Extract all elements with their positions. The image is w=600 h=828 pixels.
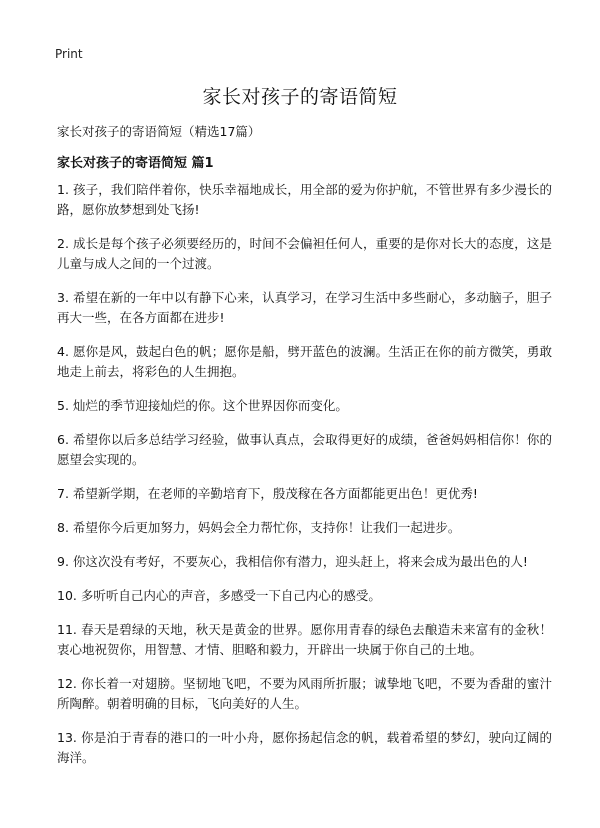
list-item: 4. 愿你是风，鼓起白色的帆；愿你是船，劈开蓝色的波澜。生活正在你的前方微笑，勇敢地走上前去，将彩色的人生拥抱。 xyxy=(57,344,552,379)
list-item: 12. 你长着一对翅膀。坚韧地飞吧，不要为风雨所折服；诚挚地飞吧，不要为香甜的蜜汁所陶醉。朝着明确的目标，飞向美好的人生。 xyxy=(57,676,552,711)
list-item: 5. 灿烂的季节迎接灿烂的你。这个世界因你而变化。 xyxy=(57,398,348,413)
list-item: 6. 希望你以后多总结学习经验，做事认真点，会取得更好的成绩，爸爸妈妈相信你！你的愿望会实现的。 xyxy=(57,432,552,467)
list-item: 13. 你是泊于青春的港口的一叶小舟，愿你扬起信念的帆，载着希望的梦幻，驶向辽阔的海洋。 xyxy=(57,730,552,765)
list-item: 9. 你这次没有考好，不要灰心，我相信你有潜力，迎头赶上，将来会成为最出色的人! xyxy=(57,554,528,569)
list-item: 10. 多听听自己内心的声音，多感受一下自己内心的感受。 xyxy=(57,588,381,603)
list-item: 7. 希望新学期，在老师的辛勤培育下，殷茂稼在各方面都能更出色！更优秀! xyxy=(57,486,478,501)
list-item: 3. 希望在新的一年中以有静下心来，认真学习，在学习生活中多些耐心，多动脑子，胆子再大一些，在各方面都在进步! xyxy=(57,290,552,325)
list-item: 11. 春天是碧绿的天地，秋天是黄金的世界。愿你用青春的绿色去酿造未来富有的金秋！衷心地祝贺你，用智慧、才情、胆略和毅力，开辟出一块属于你自己的土地。 xyxy=(57,622,552,657)
document-subtitle: 家长对孩子的寄语简短（精选17篇） xyxy=(57,124,261,139)
message-list xyxy=(57,180,552,782)
page-title: 家长对孩子的寄语简短 xyxy=(202,86,398,108)
print-link[interactable]: Print xyxy=(55,47,83,61)
list-item: 2. 成长是每个孩子必须要经历的，时间不会偏袒任何人，重要的是你对长大的态度，这是儿童与成人之间的一个过渡。 xyxy=(57,236,552,271)
list-item: 1. 孩子，我们陪伴着你，快乐幸福地成长，用全部的爱为你护航，不管世界有多少漫长的路，愿你放梦想到处飞扬! xyxy=(57,182,552,217)
section-heading: 家长对孩子的寄语简短 篇1 xyxy=(57,156,214,171)
list-item: 8. 希望你今后更加努力，妈妈会全力帮忙你，支持你！让我们一起进步。 xyxy=(57,520,461,535)
